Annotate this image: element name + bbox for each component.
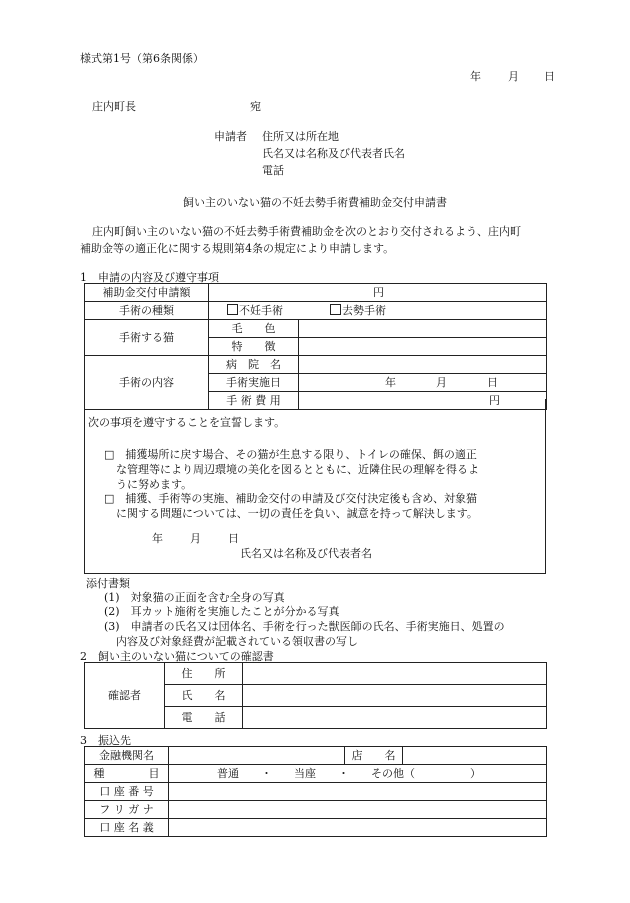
hospital-field[interactable] [299, 356, 547, 374]
cost-unit: 円 [489, 394, 500, 407]
confirmer-name-label: 氏 名 [165, 685, 243, 707]
pledge-item1-line3: うに努めます。 [116, 478, 193, 491]
confirmer-label: 確認者 [85, 663, 165, 729]
date-month: 月 [508, 70, 519, 83]
account-number-field[interactable] [169, 783, 547, 801]
account-holder-field[interactable] [169, 819, 547, 837]
branch-field[interactable] [403, 747, 547, 765]
applicant-phone: 電話 [262, 164, 284, 177]
spay-checkbox[interactable] [227, 304, 238, 315]
attachment-1: (1) 対象猫の正面を含む全身の写真 [104, 591, 285, 604]
furigana-field[interactable] [169, 801, 547, 819]
features-label: 特 徴 [209, 338, 299, 356]
attachment-2: (2) 耳カット施術を実施したことが分かる写真 [104, 605, 340, 618]
branch-label: 店 名 [345, 747, 403, 765]
neuter-label: 去勢手術 [342, 304, 386, 317]
sign-year: 年 [152, 532, 163, 545]
surgery-date-label: 手術実施日 [209, 374, 299, 392]
date-year: 年 [470, 70, 481, 83]
date-day: 日 [544, 70, 555, 83]
hospital-label: 病 院 名 [209, 356, 299, 374]
pledge-item2-line1: □ 捕獲、手術等の実施、補助金交付の申請及び交付決定後も含め、対象猫 [104, 492, 477, 505]
section2-heading: 2 飼い主のいない猫についての確認書 [80, 650, 274, 663]
account-holder-label: 口 座 名 義 [85, 819, 169, 837]
sign-day: 日 [228, 532, 239, 545]
confirmation-table [84, 662, 547, 729]
account-number-label: 口 座 番 号 [85, 783, 169, 801]
account-type-options[interactable]: 普通 ・ 当座 ・ その他（ ） [169, 765, 547, 783]
section1-heading: 1 申請の内容及び遵守事項 [80, 271, 219, 284]
account-type-label: 種 目 [85, 765, 169, 783]
amount-field[interactable] [209, 284, 547, 302]
intro-line-1: 庄内町飼い主のいない猫の不妊去勢手術費補助金を次のとおり交付されるよう、庄内町 [92, 225, 521, 238]
confirmer-address-label: 住 所 [165, 663, 243, 685]
furigana-label: フ リ ガ ナ [85, 801, 169, 819]
surgery-type-label: 手術の種類 [85, 302, 209, 320]
surgery-month: 月 [436, 376, 447, 389]
confirmer-name-field[interactable] [243, 685, 547, 707]
pledge-item1-line1: □ 捕獲場所に戻す場合、その猫が生息する限り、トイレの確保、餌の適正 [104, 448, 477, 461]
surgery-type-options [209, 302, 547, 320]
confirmer-address-field[interactable] [243, 663, 547, 685]
confirmer-phone-field[interactable] [243, 707, 547, 729]
cat-label: 手術する猫 [85, 320, 209, 356]
addressee: 庄内町長 [92, 100, 136, 113]
application-table [84, 283, 547, 410]
surgery-year: 年 [385, 376, 396, 389]
features-field[interactable] [299, 338, 547, 356]
applicant-name: 氏名又は名称及び代表者氏名 [262, 147, 405, 160]
bank-table [84, 746, 547, 837]
pledge-item2-line2: に関する問題については、一切の責任を負い、誠意を持って解決します。 [116, 507, 478, 520]
bank-field[interactable] [169, 747, 345, 765]
applicant-address: 住所又は所在地 [262, 130, 339, 143]
attachment-3-line1: (3) 申請者の氏名又は団体名、手術を行った獣医師の氏名、手術実施日、処置の [104, 620, 505, 633]
bank-label: 金融機関名 [85, 747, 169, 765]
confirmer-phone-label: 電 話 [165, 707, 243, 729]
surgery-day: 日 [487, 376, 498, 389]
pledge-item1-line2: な管理等により周辺環境の美化を図るとともに、近隣住民の理解を得るよ [116, 463, 479, 476]
surgery-date-field[interactable] [299, 374, 547, 392]
sign-month: 月 [190, 532, 201, 545]
form-number: 様式第1号（第6条関係） [80, 52, 204, 65]
fur-label: 毛 色 [209, 320, 299, 338]
pledge-text: 次の事項を遵守することを宣誓します。 [88, 416, 286, 429]
neuter-checkbox[interactable] [330, 304, 341, 315]
content-label: 手術の内容 [85, 356, 209, 410]
document-title: 飼い主のいない猫の不妊去勢手術費補助金交付申請書 [183, 196, 447, 209]
section3-heading: 3 振込先 [80, 734, 131, 747]
applicant-label: 申請者 [214, 130, 247, 143]
attachment-3-line2: 内容及び対象経費が記載されている領収書の写し [116, 635, 358, 648]
addressee-suffix: 宛 [250, 100, 261, 113]
sign-name: 氏名又は名称及び代表者名 [240, 547, 372, 560]
spay-label: 不妊手術 [239, 304, 283, 317]
fur-field[interactable] [299, 320, 547, 338]
amount-unit: 円 [373, 286, 384, 299]
attachments-heading: 添付書類 [86, 577, 130, 590]
intro-line-2: 補助金等の適正化に関する規則第4条の規定により申請します。 [80, 242, 395, 255]
cost-label: 手 術 費 用 [209, 392, 299, 410]
amount-label: 補助金交付申請額 [85, 284, 209, 302]
